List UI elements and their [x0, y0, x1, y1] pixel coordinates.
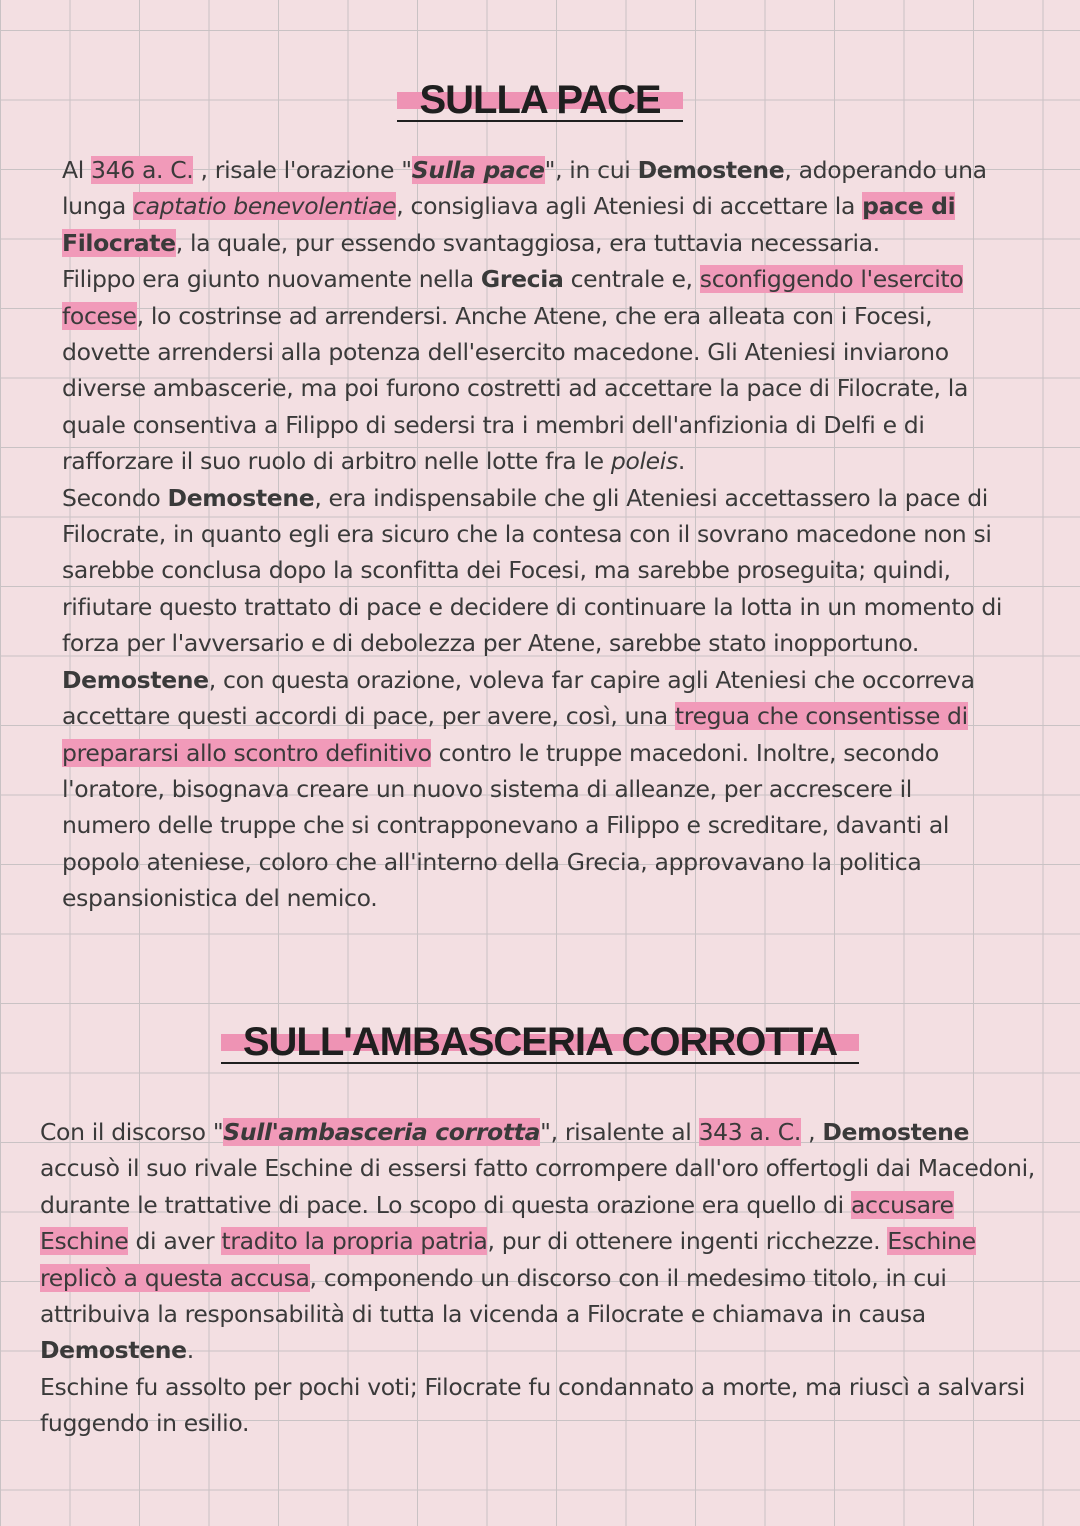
paragraph [62, 261, 1007, 479]
paragraph [40, 1114, 1040, 1369]
text-run: Filippo era giunto nuovamente nella [62, 265, 481, 294]
text-run: , era indispensabile che gli Ateniesi accettassero la pace di Filocrate, in quanto egli era sicuro che la contesa con il sovrano macedone non si sarebbe conclusa dopo la sconfitta dei Focesi, ma sarebbe proseguita; quindi, rifiutare questo trattato di pace e decidere di continuare la lotta in un momento di forza per l'avversario e di debolezza per Atene, sarebbe stato inopportuno. [62, 483, 1003, 658]
text-run: , consigliava agli Ateniesi di accettare la [396, 192, 863, 221]
highlighted-text: sconfiggendo l'esercito focese [62, 265, 964, 330]
bold-text: Demostene [167, 483, 315, 512]
paragraph [62, 152, 1007, 261]
highlighted-text: Sull'ambasceria corrotta [223, 1118, 541, 1146]
highlighted-text: captatio benevolentiae [133, 192, 397, 221]
text-run: Con il discorso " [40, 1118, 224, 1146]
highlighted-text: 346 a. C. [91, 156, 194, 184]
highlighted-text: Eschine replicò a questa accusa [40, 1227, 976, 1292]
section-sulla-pace-body [62, 152, 1007, 917]
paragraph [62, 662, 1007, 917]
text-run: Secondo [62, 483, 168, 512]
paragraph [62, 480, 1007, 662]
text-run: , componendo un discorso con il medesimo titolo, in cui attribuiva la responsabilità di tutta la vicenda a Filocrate e chiamava in causa [40, 1263, 947, 1329]
bold-text: Demostene [637, 156, 785, 184]
highlighted-text: pace di Filocrate [62, 192, 956, 257]
text-run: , pur di ottenere ingenti ricchezze. [487, 1227, 888, 1256]
section-ambasceria-body [40, 1114, 1040, 1442]
text-run: . [186, 1336, 194, 1365]
text-run: ", risalente al [540, 1118, 699, 1146]
highlighted-text: 343 a. C. [698, 1118, 801, 1146]
text-run: Al [62, 156, 92, 184]
text-run: , lo costrinse ad arrendersi. Anche Atene, che era alleata con i Focesi, dovette arrendersi alla potenza dell'esercito macedone. Gli Ateniesi inviarono diverse ambascerie, ma poi furono costretti ad accettare la pace di Filocrate, la quale consentiva a Filippo di sedersi tra i membri dell'anfizionia di Delfi e di rafforzare il suo ruolo di arbitro nelle lotte fra le [62, 301, 969, 476]
text-run: . [677, 447, 685, 476]
bold-text: Demostene [62, 665, 209, 694]
text-run: ", in cui [544, 156, 638, 184]
highlighted-text: Sulla pace [411, 156, 545, 184]
text-run: Eschine fu assolto per pochi voti; Filocrate fu condannato a morte, ma riuscì a salvarsi fuggendo in esilio. [40, 1372, 1025, 1438]
text-run: , [800, 1118, 823, 1146]
text-run: , la quale, pur essendo svantaggiosa, era tuttavia necessaria. [175, 228, 880, 257]
section-title-text: SULLA PACE [397, 80, 682, 122]
text-run: di aver [128, 1227, 222, 1256]
bold-text: Demostene [822, 1118, 970, 1146]
highlighted-text: accusare Eschine [40, 1190, 954, 1256]
section-title-sulla-pace [0, 78, 1080, 123]
text-run: centrale e, [563, 265, 700, 294]
paragraph [40, 1369, 1040, 1442]
emphasis-text: poleis [610, 447, 678, 476]
text-run: contro le truppe macedoni. Inoltre, secondo l'oratore, bisognava creare un nuovo sistema di alleanze, per accrescere il numero delle truppe che si contrapponevano a Filippo e screditare, davanti al popolo ateniese, coloro che all'interno della Grecia, approvavano la politica espansionistica del nemico. [62, 738, 950, 913]
text-run: , con questa orazione, voleva far capire agli Ateniesi che occorreva accettare questi accordi di pace, per avere, così, una [62, 665, 975, 731]
highlighted-text: tregua che consentisse di prepararsi allo scontro definitivo [62, 702, 968, 767]
highlighted-text: tradito la propria patria [221, 1227, 488, 1256]
text-run: , adoperando una lunga [62, 156, 987, 221]
text-run: accusò il suo rivale Eschine di essersi fatto corrompere dall'oro offertogli dai Macedoni, durante le trattative di pace. Lo scopo di questa orazione era quello di [40, 1154, 1035, 1219]
section-title-text: SULL'AMBASCERIA CORROTTA [221, 1022, 859, 1064]
bold-text: Demostene [40, 1336, 187, 1365]
bold-text: Grecia [480, 265, 564, 294]
text-run: , risale l'orazione " [193, 156, 412, 184]
section-title-ambasceria [0, 1020, 1080, 1065]
